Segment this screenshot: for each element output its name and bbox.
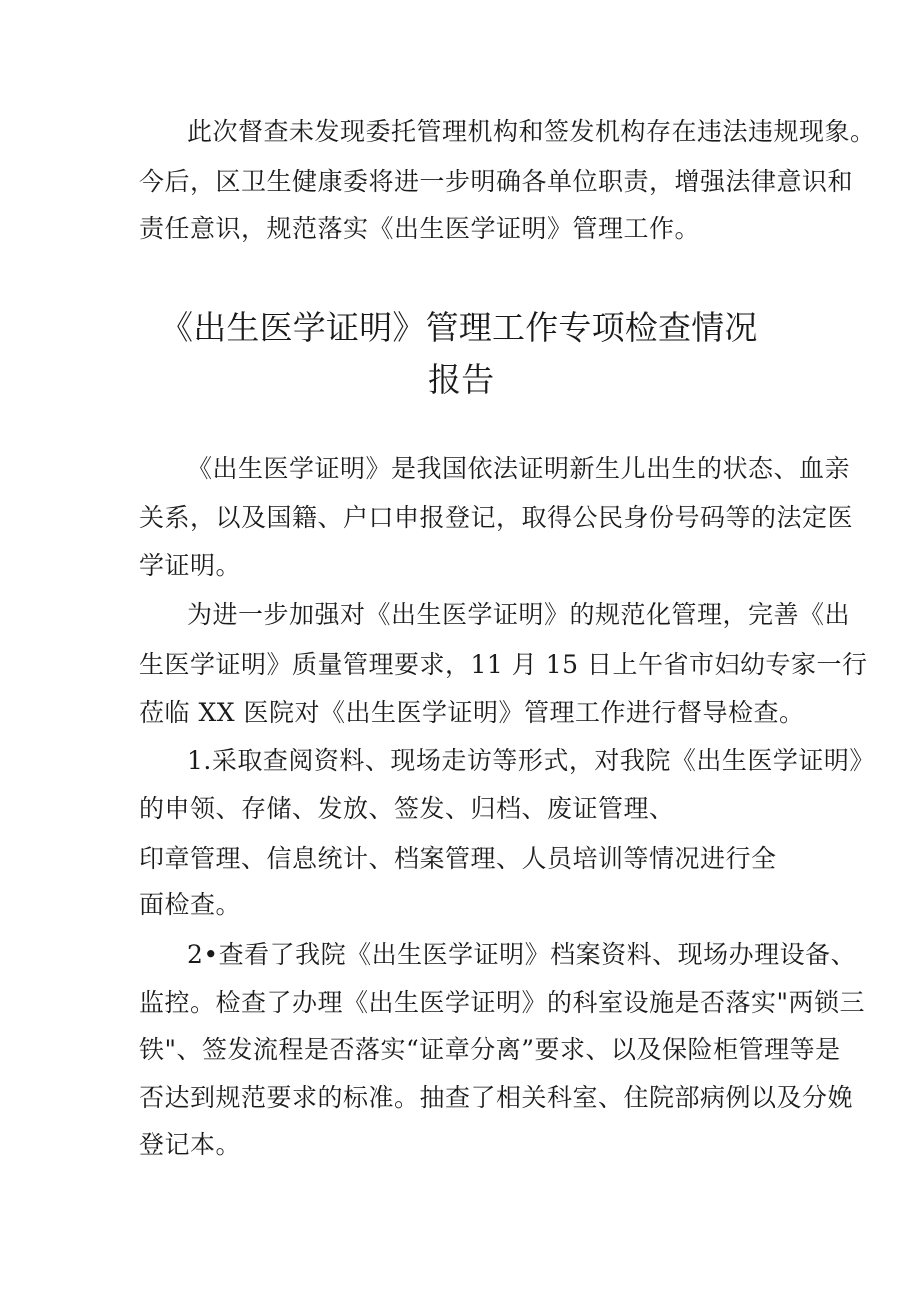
intro-line-1: 此次督查未发现委托管理机构和签发机构存在违法违规现象。 [187,117,876,146]
paragraph-1-line-2: 关系，以及国籍、户口申报登记，取得公民身份号码等的法定医 [139,503,854,532]
paragraph-1-line-3: 学证明。 [139,551,242,580]
report-title-line-2: 报告 [428,360,495,399]
paragraph-3-line-3: 印章管理、信息统计、档案管理、人员培训等情况进行全 [139,844,777,873]
paragraph-3-line-1: 1.采取查阅资料、现场走访等形式，对我院《出生医学证明》 [187,746,875,775]
paragraph-4-line-5: 登记本。 [139,1130,242,1159]
intro-line-3: 责任意识，规范落实《出生医学证明》管理工作。 [139,214,701,243]
paragraph-2-line-2: 生医学证明》质量管理要求，11 月 15 日上午省市妇幼专家一行 [139,650,868,679]
paragraph-4-line-3: 铁"、签发流程是否落实“证章分离”要求、以及保险柜管理等是 [139,1035,841,1064]
paragraph-4-line-2: 监控。检查了办理《出生医学证明》的科室设施是否落实"两锁三 [139,988,866,1017]
paragraph-2-line-1: 为进一步加强对《出生医学证明》的规范化管理，完善《出 [187,600,851,629]
paragraph-2-line-3: 莅临 XX 医院对《出生医学证明》管理工作进行督导检查。 [139,698,805,727]
intro-line-2: 今后，区卫生健康委将进一步明确各单位职责，增强法律意识和 [139,167,854,196]
paragraph-3-line-4: 面检查。 [139,890,242,919]
paragraph-4-line-1: 2•查看了我院《出生医学证明》档案资料、现场办理设备、 [187,940,857,969]
report-title-line-1: 《出生医学证明》管理工作专项检查情况 [160,308,758,347]
paragraph-1-line-1: 《出生医学证明》是我国依法证明新生儿出生的状态、血亲 [187,454,851,483]
paragraph-3-line-2: 的申领、存储、发放、签发、归档、废证管理、 [139,794,675,823]
paragraph-4-line-4: 否达到规范要求的标准。抽查了相关科室、住院部病例以及分娩 [139,1083,854,1112]
